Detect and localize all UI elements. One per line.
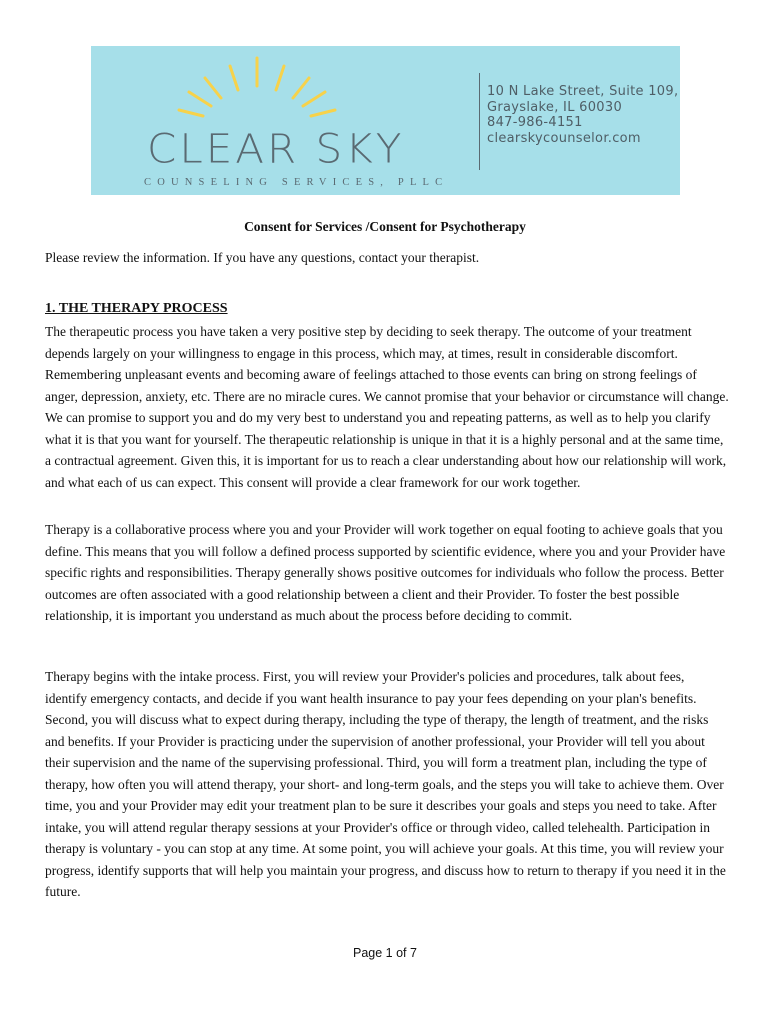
- address-line-2: Grayslake, IL 60030: [487, 99, 623, 115]
- address-line-1: 10 N Lake Street, Suite 109,: [487, 84, 679, 99]
- website: clearskycounselor.com: [487, 130, 641, 146]
- page-number: Page 1 of 7: [353, 946, 417, 960]
- document-title: Consent for Services /Consent for Psychotherapy: [244, 219, 526, 234]
- phone-number: 847-986-4151: [487, 115, 583, 130]
- brand-name: CLEAR SKY: [147, 125, 405, 172]
- paragraph-2: Therapy is a collaborative process where you and your Provider will work together on equal footing to achieve goals that you define. This means that you will follow a defined process supported by scientific evidence, where you and your Provider have specific rights and responsibilities. Therapy generally shows positive outcomes for individuals who follow the process. Better outcomes are often associated with a good relationship between a client and their Provider. To foster the best possible relationship, it is important you understand as much about the process before deciding to commit.: [45, 522, 726, 623]
- sun-rays-logo: [91, 46, 391, 126]
- brand-tagline: COUNSELING SERVICES, PLLC: [144, 177, 449, 188]
- header-divider: [479, 73, 480, 170]
- paragraph-1: The therapeutic process you have taken a very positive step by deciding to seek therapy. The outcome of your treatment depends largely on your willingness to engage in this process, which may, at times, result in considerable discomfort. Remembering unpleasant events and becoming aware of feelings attached to those events can bring on strong feelings of anger, depression, anxiety, etc. There are no miracle cures. We cannot promise that your behavior or circumstance will change. We can promise to support you and do my very best to understand you and repeating patterns, as well as to help you clarify what it is that you want for yourself. The therapeutic relationship is unique in that it is a highly personal and at the same time, a contractual agreement. Given this, it is important for us to reach a clear understanding about how our relationship will work, and what each of us can expect. This consent will provide a clear framework for our work together.: [45, 324, 729, 490]
- contact-block: [487, 84, 678, 146]
- letterhead-banner: [91, 46, 680, 195]
- paragraph-3: Therapy begins with the intake process. First, you will review your Provider's policies and procedures, talk about fees, identify emergency contacts, and decide if you want health insurance to pay your fees depending on your plan's benefits. Second, you will discuss what to expect during therapy, including the type of therapy, the length of treatment, and the risks and benefits. If your Provider is practicing under the supervision of another professional, your Provider will tell you about their supervision and the name of the supervising professional. Third, you will form a treatment plan, including the type of therapy, how often you will attend therapy, your short- and long-term goals, and the steps you will take to achieve them. Over time, you and your Provider may edit your treatment plan to be sure it describes your goals and steps you need to take. After intake, you will attend regular therapy sessions at your Provider's office or through video, called telehealth. Participation in therapy is voluntary - you can stop at any time. At some point, you will achieve your goals. At this time, you will review your progress, identify supports that will help you maintain your progress, and discuss how to return to therapy if you need it in the future.: [45, 669, 726, 899]
- intro-text: Please review the information. If you have any questions, contact your therapist.: [45, 250, 480, 265]
- section-heading: 1. THE THERAPY PROCESS: [45, 301, 228, 316]
